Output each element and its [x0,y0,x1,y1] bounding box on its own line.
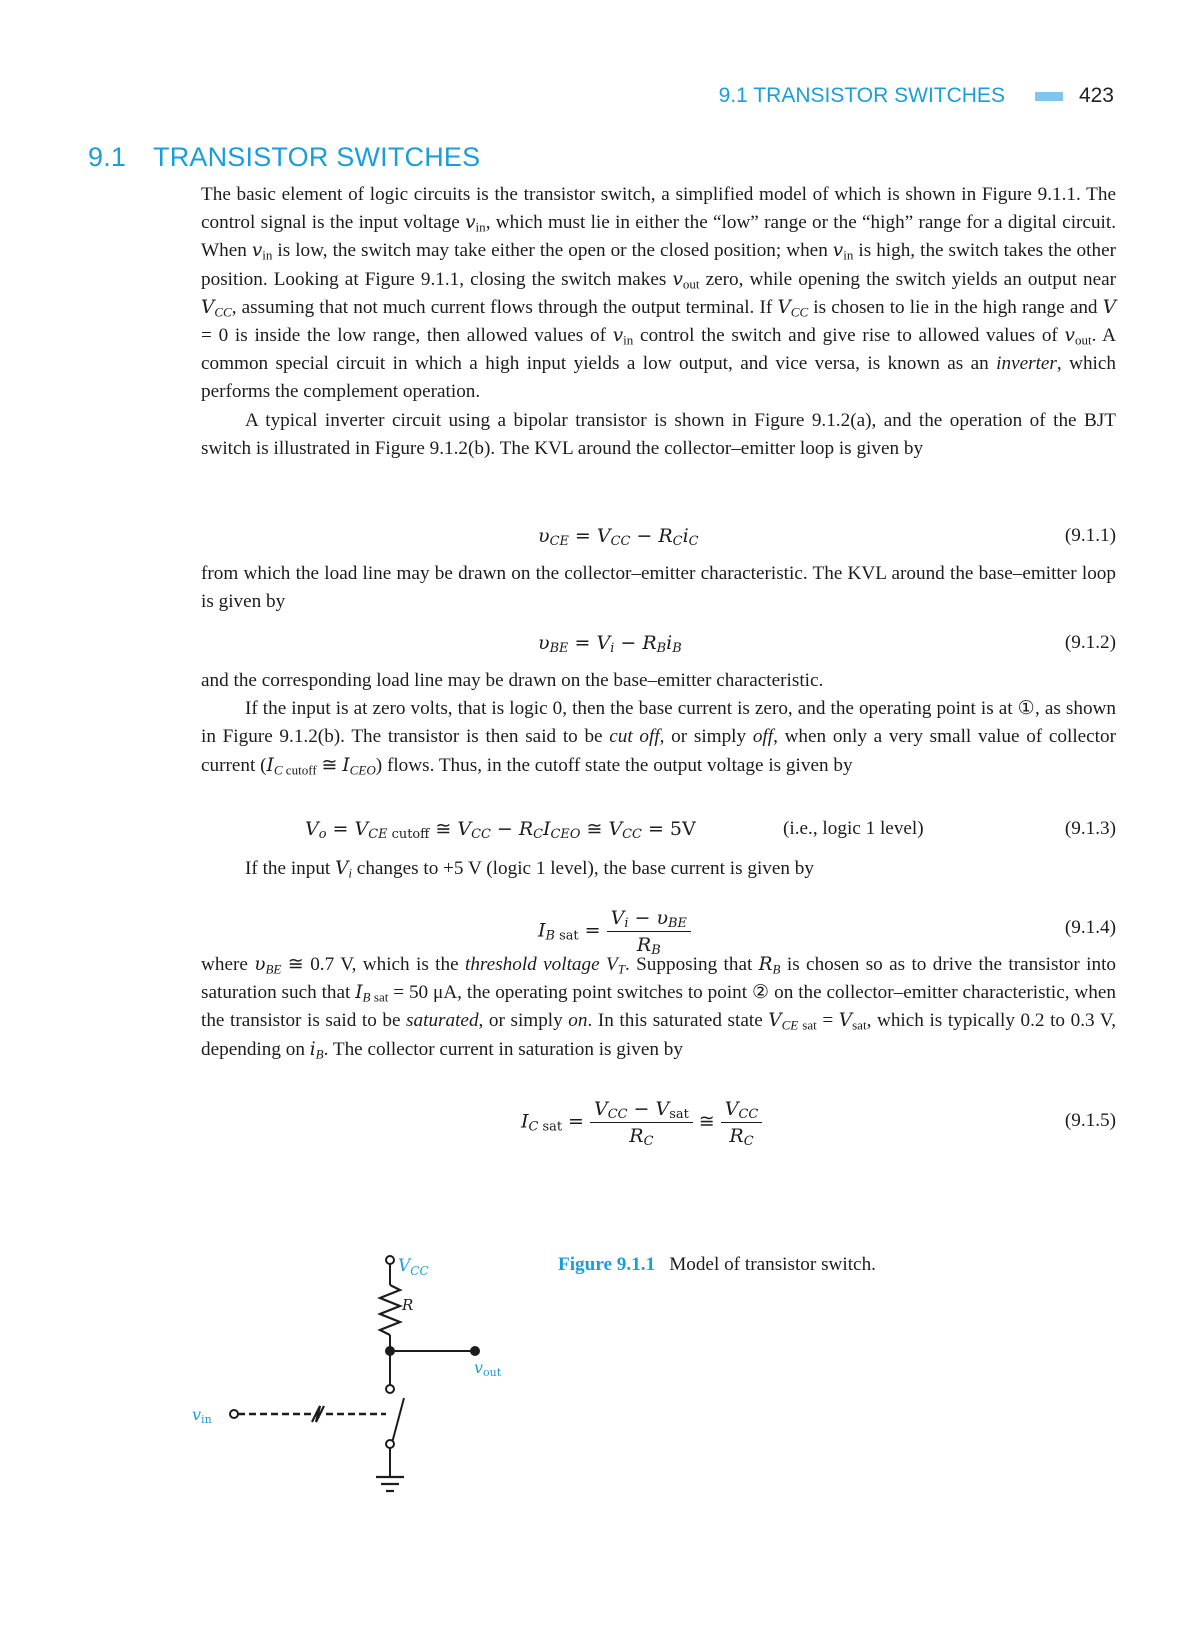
switch-circuit-diagram [190,1240,530,1520]
paragraph: If the input is at zero volts, that is logic 0, then the base current is zero, and the operating point is at ①, as shown in Figure 9.1.2(b). The transistor is then said to be cut off, or simply off, when only a very small value of collector current ($I_{C cutoff}$ ≅ $I_{CEO}$) flows. Thus, in the cutoff state the output voltage is given by [201,698,1116,777]
section-number: 9.1 [88,142,127,172]
section-title [88,142,480,173]
body-text-4 [201,855,1116,883]
switch-upper-contact [386,1385,394,1393]
equation-number: (9.1.1) [1064,525,1116,546]
page-number: 423 [1078,84,1114,107]
control-link-break [312,1406,324,1422]
paragraph: If the input $V_i$ changes to +5 V (logic 1 level), the base current is given by [245,858,814,881]
equation-number: (9.1.3) [1064,818,1116,839]
vcc-terminal [386,1256,394,1264]
equation-9-1-3: $V_o = V_{CE cutoff}$ ≅ $V_{CC} - R_CI_{CEO}$ ≅ $V_{CC} = 5V$ (i.e., logic 1 level) (9.1.3) [305,818,1116,843]
running-head-section: 9.1 TRANSISTOR SWITCHES [718,84,1005,107]
equation-note: (i.e., logic 1 level) [783,818,924,839]
paragraph: where $\upsilon_{BE}$ ≅ 0.7 V, which is the threshold voltage $V_T$. Supposing that $R_B$ is chosen so as to drive the transistor into saturation such that $I_{B sat} = 50$ μA, the operating point switches to point ② on the collector–emitter characteristic, when the transistor is said to be saturated, or simply on. In this saturated state $V_{CE sat} = V_{sat}$, which is typically 0.2 to 0.3 V, depending on $i_B$. The collector current in saturation is given by [201,954,1116,1061]
running-head-bar [1035,92,1063,101]
vcc-label: $V_{CC}$ [398,1256,429,1278]
equation-9-1-5: $I_{C sat}$ = $\frac{V_{CC} - V_{sat}}{R_C}$ ≅ $\frac{V_{CC}}{R_C}$ (9.1.5) [521,1098,1116,1150]
figure-caption [558,1254,876,1276]
equation-number: (9.1.4) [1064,917,1116,938]
vout-terminal [470,1346,480,1356]
equation-number: (9.1.2) [1064,632,1116,653]
equation-9-1-2: $\upsilon_{BE} = V_i - R_Bi_B$ (9.1.2) [538,632,1116,657]
vin-label: vin [192,1405,212,1426]
body-text-3 [201,667,1116,780]
vin-terminal [230,1410,238,1418]
paragraph: The basic element of logic circuits is the transistor switch, a simplified model of which is shown in Figure 9.1.1. The control signal is the input voltage $v_{in}$, which must lie in either the “low” range or the “high” range for a digital circuit. When $v_{in}$ is low, the switch may take either the open or the closed position; when $v_{in}$ is high, the switch takes the other position. Looking at Figure 9.1.1, closing the switch makes $v_{out}$ zero, while opening the switch yields an output near $V_{CC}$, assuming that not much current flows through the output terminal. If $V_{CC}$ is chosen to lie in the high range and V = 0 is inside the low range, then allowed values of $v_{in}$ control the switch and give rise to allowed values of $v_{out}$. A common special circuit in which a high input yields a low output, and vice versa, is known as an inverter, which performs the complement operation. [201,184,1117,403]
section-title-text: TRANSISTOR SWITCHES [153,142,481,172]
body-text-1 [201,181,1116,463]
paragraph: and the corresponding load line may be drawn on the base–emitter characteristic. [201,670,824,691]
equation-number: (9.1.5) [1064,1110,1116,1131]
resistor-label: R [402,1296,414,1314]
paragraph: A typical inverter circuit using a bipolar transistor is shown in Figure 9.1.2(a), and the operation of the BJT switch is illustrated in Figure 9.1.2(b). The KVL around the collector–emitter loop is given by [201,409,1116,459]
vout-label: vout [474,1358,502,1379]
switch-blade [392,1398,404,1443]
body-text-5 [201,951,1116,1064]
figure-caption-text: Model of transistor switch. [669,1254,876,1275]
paragraph: from which the load line may be drawn on the collector–emitter characteristic. The KVL around the base–emitter loop is given by [201,563,1116,613]
figure-label: Figure 9.1.1 [558,1254,656,1275]
equation-9-1-4: $I_{B sat}$ = $\frac{V_i - \upsilon_{BE}}{R_B}$ (9.1.4) [538,907,1116,959]
running-head [719,84,1114,108]
body-text-2 [201,560,1116,616]
switch-lower-contact [386,1440,394,1448]
resistor [380,1285,400,1335]
equation-9-1-1: $\upsilon_{CE} = V_{CC} - R_Ci_C$ (9.1.1) [538,525,1116,550]
